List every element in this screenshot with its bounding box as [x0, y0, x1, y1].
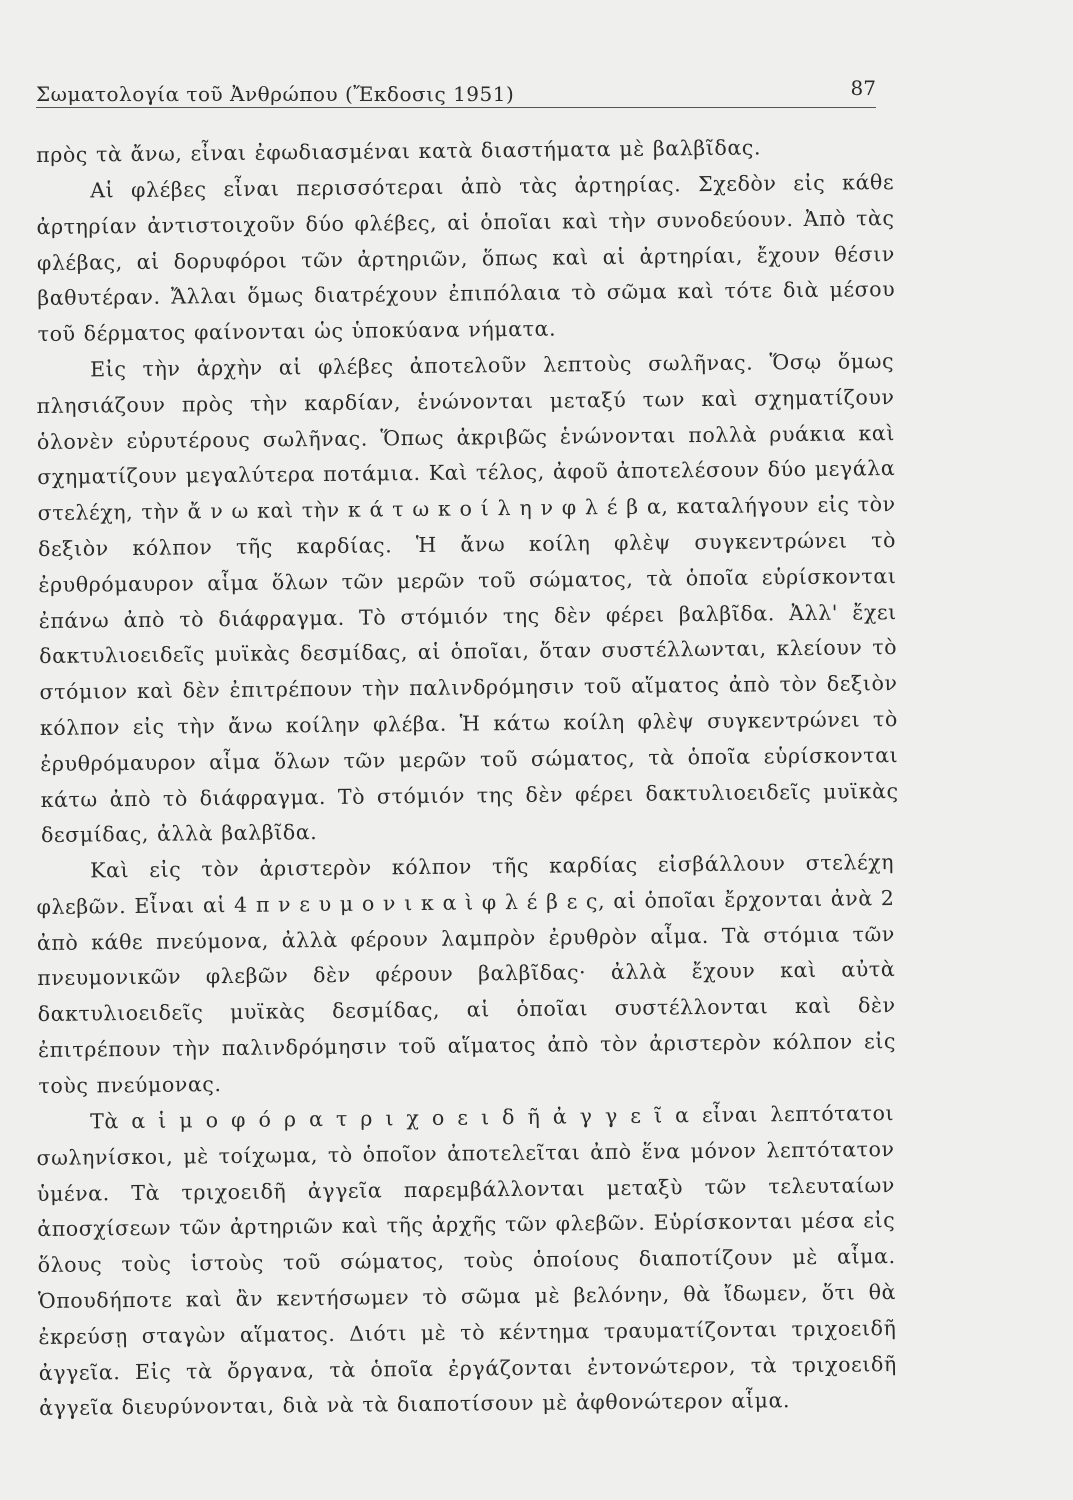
paragraph-pulmonary-veins: Καὶ εἰς τὸν ἀριστερὸν κόλπον τῆς καρδίας εἰσβάλλουν στελέχη φλεβῶν. Εἶναι αἱ 4 π ν ε υ μ ο ν ι κ α ὶ φ λ έ β ε ς, αἱ ὁποῖαι ἔρχονται ἀνὰ 2 ἀπὸ κάθε πνεύμονα, ἀλλὰ φέρουν λαμπρὸν ἐρυθρὸν αἷμα. Τὰ στόμια τῶν πνευμονικῶν φλεβῶν δὲν φέρουν βαλβῖδας· ἀλλὰ ἔχουν καὶ αὐτὰ δακτυλιοειδεῖς μυϊκὰς δεσμίδας, αἱ ὁποῖαι συστέλλονται καὶ δὲν ἐπιτρέπουν τὴν παλινδρόμησιν τοῦ αἵματος ἀπὸ τὸν ἀριστερὸν κόλπον εἰς τοὺς πνεύμονας. [36, 849, 897, 1098]
body-text [36, 135, 899, 1427]
paragraph-continuation: πρὸς τὰ ἄνω, εἶναι ἐφωδιασμέναι κατὰ διαστήματα μὲ βαλβῖδας. [36, 135, 762, 167]
paragraph-veins-intro: Αἱ φλέβες εἶναι περισσότεραι ἀπὸ τὰς ἀρτηρίας. Σχεδὸν εἰς κάθε ἀρτηρίαν ἀντιστοιχοῦν δύο φλέβες, αἱ ὁποῖαι καὶ τὴν συνοδεύουν. Ἀπὸ τὰς φλέβας, αἱ δορυφόροι τῶν ἀρτηριῶν, ὅπως καὶ αἱ ἀρτηρίαι, ἔχουν θέσιν βαθυτέραν. Ἄλλαι ὅμως διατρέχουν ἐπιπόλαια τὸ σῶμα καὶ τότε διὰ μέσου τοῦ δέρματος φαίνονται ὡς ὑποκύανα νήματα. [36, 169, 896, 346]
paragraph-capillaries: Τὰ α ἱ μ ο φ ό ρ α τ ρ ι χ ο ε ι δ ῆ ἀ γ γ ε ῖ α εἶναι λεπτότατοι σωληνίσκοι, μὲ τοίχωμα, τὸ ὁποῖον ἀποτελεῖται ἀπὸ ἕνα μόνον λεπτότατον ὑμένα. Τὰ τριχοειδῆ ἀγγεῖα παρεμβάλλονται μεταξὺ τῶν τελευταίων ἀποσχίσεων τῶν ἀρτηριῶν καὶ τῆς ἀρχῆς τῶν φλεβῶν. Εὑρίσκονται μέσα εἰς ὅλους τοὺς ἱστοὺς τοῦ σώματος, τοὺς ὁποίους διαποτίζουν μὲ αἷμα. Ὁπουδήποτε καὶ ἂν κεντήσωμεν τὸ σῶμα μὲ βελόνην, θὰ ἴδωμεν, ὅτι θὰ ἐκρεύσῃ σταγὼν αἵματος. Διότι μὲ τὸ κέντημα τραυματίζονται τριχοειδῆ ἀγγεῖα. Εἰς τὰ ὄργανα, τὰ ὁποῖα ἐργάζονται ἐντονώτερον, τὰ τριχοειδῆ ἀγγεῖα διευρύνονται, διὰ νὰ τὰ διαποτίσουν μὲ ἀφθονώτερον αἷμα. [36, 1100, 897, 1420]
paragraph-vena-cava: Εἰς τὴν ἀρχὴν αἱ φλέβες ἀποτελοῦν λεπτοὺς σωλῆνας. Ὅσῳ ὅμως πλησιάζουν πρὸς τὴν καρδίαν, ἑνώνονται μεταξύ των καὶ σχηματίζουν ὁλονὲν εὐρυτέρους σωλῆνας. Ὅπως ἀκριβῶς ἑνώνονται πολλὰ ρυάκια καὶ σχηματίζουν μεγαλύτερα ποτάμια. Καὶ τέλος, ἀφοῦ ἀποτελέσουν δύο μεγάλα στελέχη, τὴν ἄ ν ω καὶ τὴν κ ά τ ω κ ο ί λ η ν φ λ έ β α, καταλήγουν εἰς τὸν δεξιὸν κόλπον τῆς καρδίας. Ἡ ἄνω κοίλη φλὲψ συγκεντρώνει τὸ ἐρυθρόμαυρον αἷμα ὅλων τῶν μερῶν τοῦ σώματος, τὰ ὁποῖα εὑρίσκονται ἐπάνω ἀπὸ τὸ διάφραγμα. Τὸ στόμιόν της δὲν φέρει βαλβῖδα. Ἀλλ' ἔχει δακτυλιοειδεῖς μυϊκὰς δεσμίδας, αἱ ὁποῖαι, ὅταν συστέλλωνται, κλείουν τὸ στόμιον καὶ δὲν ἐπιτρέπουν τὴν παλινδρόμησιν τοῦ αἵματος ἀπὸ τὸν δεξιὸν κόλπον εἰς τὴν ἄνω κοίλην φλέβα. Ἡ κάτω κοίλη φλὲψ συγκεντρώνει τὸ ἐρυθρόμαυρον αἷμα ὅλων τῶν μερῶν τοῦ σώματος, τὰ ὁποῖα εὑρίσκονται κάτω ἀπὸ τὸ διάφραγμα. Τὸ στόμιόν της δὲν φέρει δακτυλιοειδεῖς μυϊκὰς δεσμίδας, ἀλλὰ βαλβῖδα. [36, 348, 899, 848]
page-number: 87 [850, 76, 876, 100]
header-rule [36, 107, 876, 108]
header-title: Σωματολογία τοῦ Ἀνθρώπου (Ἔκδοσις 1951) [36, 82, 515, 106]
running-header [36, 74, 876, 108]
